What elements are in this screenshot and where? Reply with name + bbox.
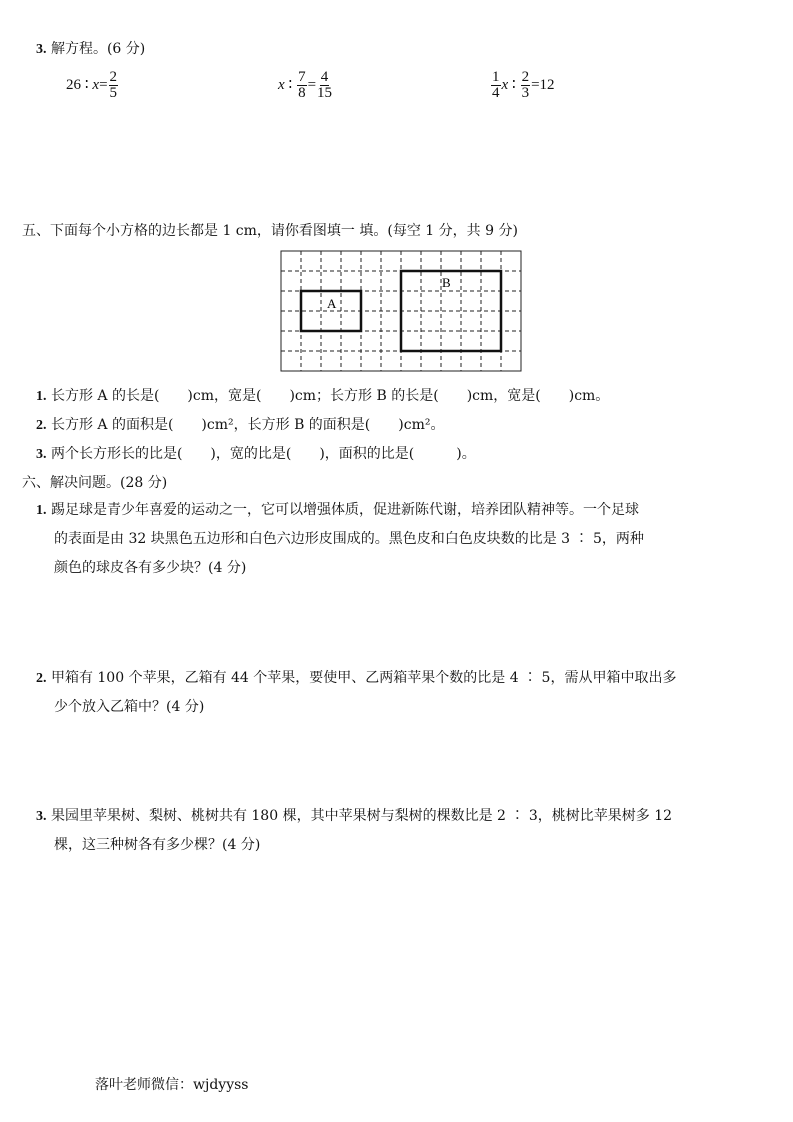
section-6-title: 六、解决问题。(28 分)	[22, 475, 168, 491]
fill-item-3	[36, 443, 476, 463]
fraction	[521, 70, 531, 101]
problem-2	[36, 664, 676, 722]
problem-line: 踢足球是青少年喜爱的运动之一，它可以增强体质，促进新陈代谢，培养团队精神等。一个足球	[50, 502, 639, 518]
question-heading	[36, 38, 145, 58]
item-text: 长方形 A 的面积是( )cm²，长方形 B 的面积是( )cm²。	[50, 417, 445, 433]
item-number: 2.	[36, 671, 47, 686]
numerator: 7	[298, 69, 306, 85]
eq-ratio: ∶	[288, 76, 293, 93]
grid-figure	[280, 250, 522, 372]
label-a: A	[327, 296, 337, 311]
eq-ratio: ∶	[84, 76, 89, 93]
eq-var: x	[278, 76, 285, 93]
eq-var: x	[92, 76, 100, 93]
fraction	[109, 70, 119, 101]
eq-ratio: ∶	[511, 76, 516, 93]
question-number: 3.	[36, 42, 47, 57]
equation-2	[278, 70, 333, 101]
item-text: 长方形 A 的长是( )cm，宽是( )cm；长方形 B 的长是( )cm，宽是( )cm。	[50, 388, 610, 404]
item-number: 1.	[36, 389, 47, 404]
item-text: 两个长方形长的比是( )，宽的比是( )，面积的比是( )。	[50, 446, 476, 462]
equation-1	[66, 70, 119, 101]
numerator: 1	[492, 69, 500, 85]
problem-line: 棵，这三种树各有多少棵？(4 分)	[54, 837, 261, 853]
fraction	[297, 70, 307, 101]
numerator: 2	[521, 69, 530, 85]
eq-var: x	[501, 76, 509, 93]
fill-item-1	[36, 385, 609, 405]
denominator: 4	[492, 85, 500, 101]
problem-3	[36, 802, 672, 860]
fraction	[317, 70, 332, 101]
fraction	[491, 70, 501, 101]
fill-item-2	[36, 414, 444, 434]
denominator: 3	[521, 85, 530, 101]
denominator: 8	[298, 85, 306, 101]
problem-1	[36, 496, 644, 583]
footer-contact: 落叶老师微信：wjdyyss	[95, 1077, 249, 1093]
item-number: 2.	[36, 418, 47, 433]
denominator: 5	[109, 85, 118, 101]
question-title: 解方程。(6 分)	[50, 41, 146, 57]
eq-sign: =12	[531, 76, 555, 93]
equation-3	[490, 70, 555, 101]
problem-line: 少个放入乙箱中？(4 分)	[54, 699, 205, 715]
problem-line: 果园里苹果树、梨树、桃树共有 180 棵，其中苹果树与梨树的棵数比是 2 ∶ 3，桃树比苹果树多 12	[50, 808, 673, 824]
label-b: B	[442, 275, 451, 290]
eq-sign: =	[307, 76, 317, 93]
item-number: 3.	[36, 447, 47, 462]
problem-line: 甲箱有 100 个苹果，乙箱有 44 个苹果，要使甲、乙两箱苹果个数的比是 4 ∶ 5，需从甲箱中取出多	[50, 670, 677, 686]
item-number: 3.	[36, 809, 47, 824]
problem-line: 的表面是由 32 块黑色五边形和白色六边形皮围成的。黑色皮和白色皮块数的比是 3 ∶ 5，两种	[54, 531, 644, 547]
section-5-title: 五、下面每个小方格的边长都是 1 cm，请你看图填一 填。(每空 1 分，共 9 分)	[22, 223, 518, 239]
numerator: 4	[320, 69, 329, 85]
numerator: 2	[109, 69, 118, 85]
eq-term: 26	[66, 76, 81, 93]
eq-sign: =	[99, 76, 108, 93]
item-number: 1.	[36, 503, 47, 518]
denominator: 15	[317, 85, 333, 101]
problem-line: 颜色的球皮各有多少块？(4 分)	[54, 560, 247, 576]
